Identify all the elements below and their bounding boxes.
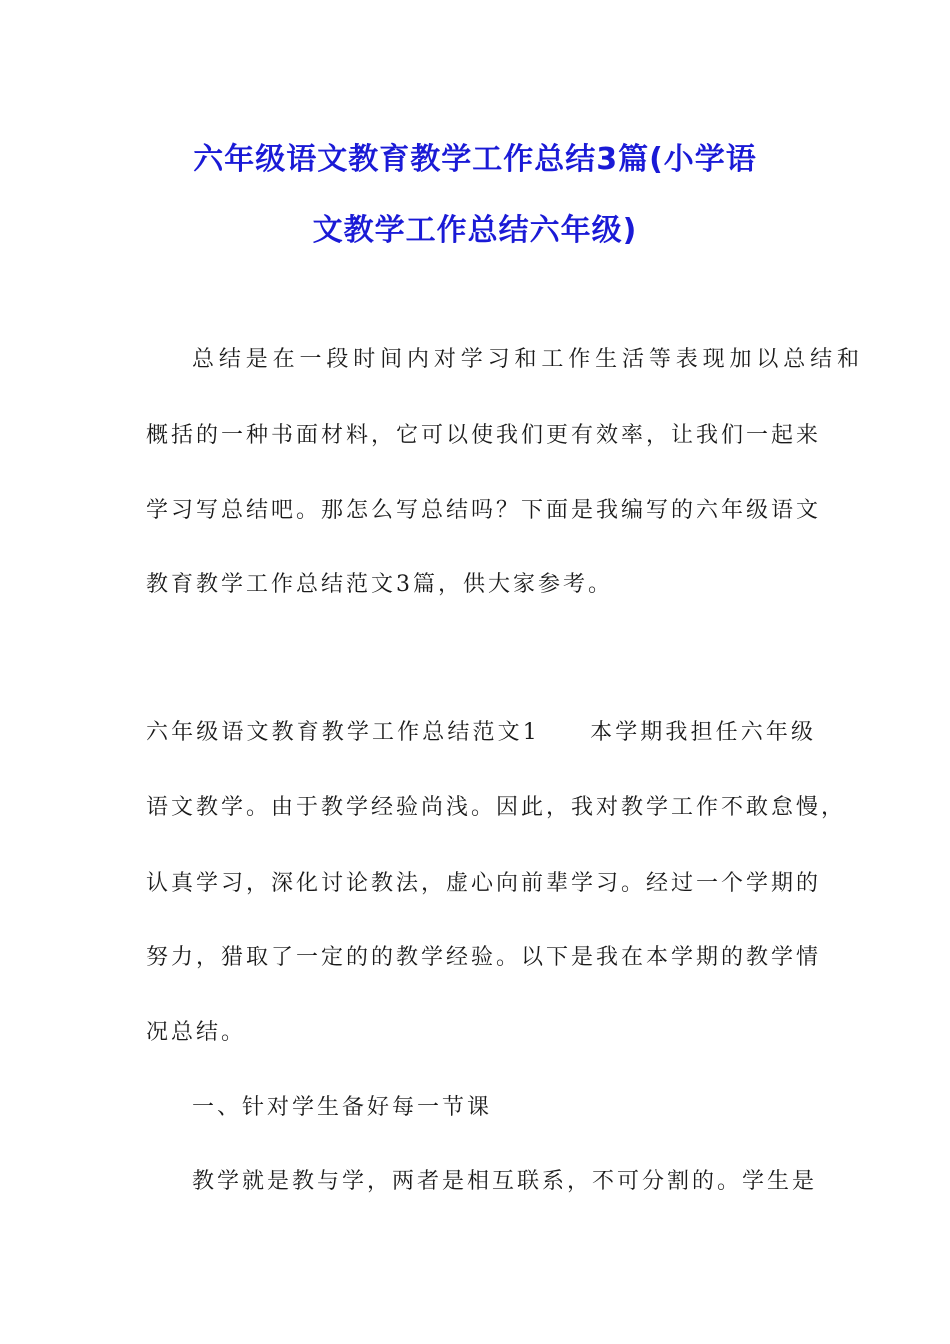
section-heading: 一、针对学生备好每一节课: [192, 1095, 493, 1120]
document-title-line-1: 六年级语文教育教学工作总结3篇(小学语: [193, 142, 757, 177]
section1-line-1: 六年级语文教育教学工作总结范文1 本学期我担任六年级: [146, 720, 816, 745]
intro-line-1: 总结是在一段时间内对学习和工作生活等表现加以总结和: [192, 347, 862, 372]
section1-line-5: 况总结。: [146, 1020, 247, 1045]
intro-line-3: 学习写总结吧。那怎么写总结吗？下面是我编写的六年级语文: [146, 498, 822, 523]
paragraph-start: 教学就是教与学，两者是相互联系，不可分割的。学生是: [192, 1169, 818, 1194]
section1-line-4: 努力，猎取了一定的的教学经验。以下是我在本学期的教学情: [146, 945, 822, 970]
intro-line-4: 教育教学工作总结范文3篇，供大家参考。: [146, 572, 613, 597]
document-title-line-2: 文教学工作总结六年级): [312, 213, 638, 248]
intro-line-2: 概括的一种书面材料，它可以使我们更有效率，让我们一起来: [146, 423, 822, 448]
section1-line-2: 语文教学。由于教学经验尚浅。因此，我对教学工作不敢怠慢，: [146, 795, 847, 820]
section1-line-3: 认真学习，深化讨论教法，虚心向前辈学习。经过一个学期的: [146, 871, 822, 896]
